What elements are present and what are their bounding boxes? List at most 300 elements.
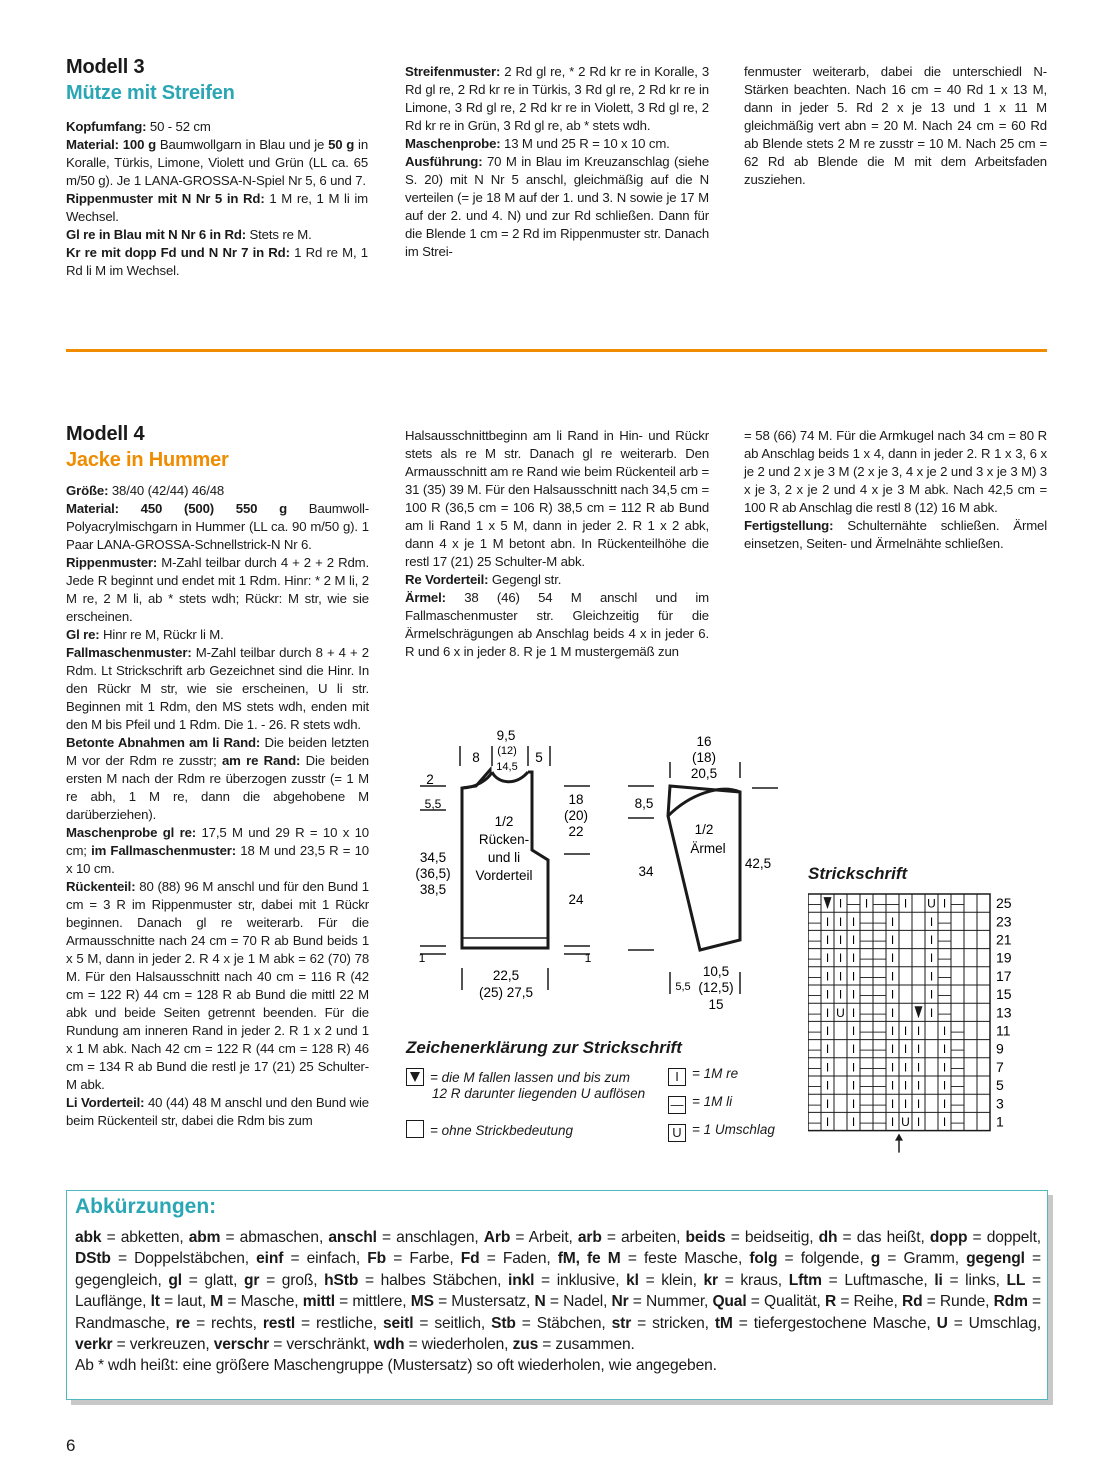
chart-cell: I	[890, 1042, 895, 1057]
abbreviation-term: Qual	[712, 1293, 747, 1311]
abbreviation-meaning: = gegengleich,	[75, 1250, 1041, 1289]
chart-cell: —	[860, 1115, 873, 1129]
legend-text: = 1 Umschlag	[692, 1122, 775, 1137]
dim-top-mid-b: 14,5	[496, 761, 518, 773]
sleeve-dim-left-cap: 8,5	[634, 796, 654, 811]
m4c1-term: Rippenmuster:	[66, 555, 158, 570]
chart-cell: —	[808, 987, 821, 1002]
abbreviation-meaning: = rechts,	[190, 1314, 263, 1332]
abbreviation-meaning: = Masche,	[223, 1293, 303, 1311]
m4c1-text: 40 (44) 48 M anschl und den Bund wie beim Rückenteil str, dabei die Rdm bis zum	[66, 1095, 369, 1128]
model4-column-2	[405, 427, 709, 661]
m4c1-paragraph	[66, 482, 369, 500]
chart-cell: —	[808, 1096, 821, 1111]
schematic-diagrams	[400, 722, 800, 1022]
chart-cell: I	[903, 896, 908, 911]
chart-cell: I	[825, 987, 830, 1002]
chart-cell: —	[860, 1005, 873, 1020]
chart-cell: —	[938, 987, 951, 1002]
legend-item	[668, 1066, 738, 1086]
chart-row-label: 5	[996, 1077, 1004, 1094]
abbreviation-meaning: = Luftmasche,	[821, 1271, 935, 1289]
body-schematic	[415, 728, 591, 1000]
m3c2-text: 70 M in Blau im Kreuzanschlag (siehe S. 20) mit N Nr 5 anschl, gleichmäßig auf die N verteilen (= je 18 M auf der 1. und 3. N sowie je 17 M auf der 2. und 4. N) und zur Rd schließen. Dann für die Blende 1 cm = 2 Rd im Rippenmuster str. Danach im Strei-	[405, 154, 709, 259]
abbreviation-meaning: = links,	[942, 1271, 1007, 1289]
dim-left-height-a: 34,5	[419, 850, 447, 865]
chart-row-label: 21	[996, 931, 1012, 948]
m4c2-term: Re Vorderteil:	[405, 572, 489, 587]
chart-row-label: 25	[996, 895, 1012, 912]
chart-cell: —	[873, 987, 886, 1002]
chart-cell: I	[838, 933, 843, 947]
m3c1-paragraph	[66, 136, 368, 190]
m4c1-term: Betonte Abnahmen am li Rand:	[66, 735, 261, 750]
chart-cell: I	[929, 951, 934, 966]
m4c3-text: Schulternähte schließen. Ärmel einsetzen, Seiten- und Ärmelnähte schließen.	[744, 518, 1047, 551]
m4c1-term: Größe:	[66, 483, 109, 498]
chart-cell: I	[929, 1005, 934, 1020]
abbreviation-meaning: = das heißt,	[837, 1229, 930, 1246]
abbreviation-term: hStb	[324, 1271, 359, 1289]
body-label-4: Vorderteil	[475, 868, 533, 883]
chart-cell: I	[890, 933, 895, 947]
legend-text-line2: 12 R darunter liegenden U auflösen	[432, 1086, 646, 1101]
chart-cell: I	[916, 1024, 921, 1038]
chart-cell: I	[916, 1096, 921, 1111]
abbreviation-term: Fb	[367, 1250, 387, 1268]
m4c2-text: 38 (46) 54 M anschl und im Fallmaschenmuster str. Gleichzeitig für die Ärmelschrägungen ab Anschlag beids 4 x in jeder 6. R und 6 x in jeder 8. R je 1 M mustergemäß zun	[405, 590, 709, 659]
abbreviation-term: restl	[262, 1314, 296, 1332]
chart-cell: —	[873, 914, 886, 929]
m3c1-term: Gl re in Blau mit N Nr 6 in Rd:	[66, 227, 246, 242]
m4c1-term: Fallmaschenmuster:	[66, 645, 192, 660]
chart-cell: I	[851, 1042, 856, 1057]
chart-cell: I	[903, 1096, 908, 1111]
body-label-2: Rücken-	[478, 832, 530, 847]
chart-cell: I	[903, 1024, 908, 1038]
abbreviation-meaning: = tiefergestochene Masche,	[732, 1314, 937, 1332]
legend-text: = die M fallen lassen und bis zum	[430, 1070, 630, 1085]
m4c1-text: 38/40 (42/44) 46/48	[108, 483, 225, 498]
chart-cell: —	[873, 1115, 886, 1129]
chart-cell: —	[873, 969, 886, 984]
m4c1-text: 18 M und 23,5 R = 10 x 10 cm.	[66, 843, 369, 876]
abbreviation-term: mittl	[302, 1293, 335, 1311]
sleeve-dim-right-len: 42,5	[744, 856, 772, 871]
abbreviation-term: Nr	[611, 1293, 629, 1311]
abbreviation-term: Lftm	[788, 1271, 822, 1289]
chart-cell: I	[851, 1024, 856, 1038]
abbreviation-meaning: = folgende,	[777, 1250, 871, 1268]
abbreviation-term: gr	[244, 1271, 260, 1289]
chart-cell: I	[825, 933, 830, 947]
abbreviation-meaning: = anschlagen,	[376, 1229, 484, 1246]
m4c1-text: Baumwoll-Polyacrylmischgarn in Hummer (LL ca. 90 m/50 g). 1 Paar LANA-GROSSA-Schnellstrick-N Nr 6.	[66, 501, 369, 552]
chart-cell: I	[825, 1060, 830, 1075]
chart-row-label: 7	[996, 1058, 1004, 1075]
chart-cell: I	[929, 933, 934, 947]
chart-cell: —	[951, 1024, 964, 1038]
chart-cell: I	[916, 1078, 921, 1093]
chart-cell: —	[860, 933, 873, 947]
abbreviation-meaning: = verkreuzen,	[112, 1336, 214, 1354]
chart-row-label: 13	[996, 1004, 1012, 1021]
chart-cell: —	[860, 1078, 873, 1093]
chart-cell: —	[938, 914, 951, 929]
abbreviation-term: MS	[410, 1293, 434, 1311]
chart-cell: —	[808, 914, 821, 929]
abbreviation-meaning: = abmaschen,	[220, 1229, 329, 1246]
chart-cell: —	[951, 1060, 964, 1075]
abbreviation-term: Fd	[460, 1250, 480, 1268]
abbreviation-meaning: = klein,	[638, 1271, 704, 1289]
chart-cell: I	[851, 969, 856, 984]
chart-cell: I	[825, 1005, 830, 1020]
m4c2-paragraph	[405, 427, 709, 571]
knitting-chart	[808, 892, 1026, 1162]
abbreviation-term: wdh	[373, 1336, 405, 1354]
chart-cell-drop-icon	[824, 897, 832, 909]
chart-cell: I	[825, 1115, 830, 1129]
chart-cell: I	[890, 914, 895, 929]
chart-cell: I	[838, 914, 843, 929]
m4c1-text: Die beiden letzten M vor der Rdm re zusstr;	[66, 735, 369, 768]
sleeve-dim-top-b: (18)	[691, 750, 717, 765]
body-label-3: und li	[487, 850, 521, 865]
section-divider	[66, 349, 1047, 352]
chart-cell: I	[838, 969, 843, 984]
abbreviation-meaning: = Arbeit,	[510, 1229, 578, 1246]
abbreviation-meaning: = Nummer,	[628, 1293, 713, 1311]
m4c1-paragraph	[66, 878, 369, 1094]
page-number: 6	[66, 1436, 76, 1455]
chart-cell: I	[825, 969, 830, 984]
chart-cell: —	[860, 969, 873, 984]
abbreviation-meaning: = einfach,	[283, 1250, 368, 1268]
m4c1-paragraph	[66, 500, 369, 554]
model3-column-2	[405, 63, 709, 261]
chart-row-label: 17	[996, 967, 1012, 984]
dim-top-mid-a: (12)	[497, 745, 517, 757]
sleeve-dim-top-a: 16	[696, 734, 712, 749]
m4c1-paragraph	[66, 644, 369, 734]
dim-bottom-width-a: 22,5	[492, 968, 520, 983]
legend-item	[406, 1120, 573, 1138]
abbreviation-term: N	[534, 1293, 546, 1311]
dim-bottom-right: 1	[584, 951, 592, 965]
legend-symbol-icon	[406, 1120, 424, 1138]
chart-cell: —	[873, 896, 886, 911]
abbreviation-meaning: = abketten,	[101, 1229, 189, 1246]
legend-item	[668, 1122, 775, 1142]
m4c1-paragraph	[66, 626, 369, 644]
abbreviation-meaning: = inklusive,	[534, 1271, 627, 1289]
m3c1-term: Material: 100 g	[66, 137, 157, 152]
chart-cell: I	[942, 1078, 947, 1093]
legend-symbol-icon: U	[668, 1124, 686, 1142]
chart-cell: I	[942, 1060, 947, 1075]
dim-bottom-left: 1	[418, 951, 426, 965]
sleeve-dim-top-c: 20,5	[690, 766, 718, 781]
chart-cell: I	[851, 1096, 856, 1111]
abbreviation-term: Rdm	[993, 1293, 1028, 1311]
m4c1-text: 80 (88) 96 M anschl und für den Bund 1 cm = 3 R im Rippenmuster str, dabei mit 1 Rückr beginnen. Danach gl re weiterarb. Für die Armausschnitte nach 24 cm = 70 R ab Bund beids 1 x 5 M, dann in jeder 2. R 4 x je 1 M abk = 62 (70) 78 M. Für den Halsausschnitt nach 40 cm = 116 R (42 cm = 122 R) 44 cm = 128 R ab Bund die mittl 22 M abk und beide Seiten getrennt beenden. Für die Rundung am inneren Rand in jeder 2. R 1 x 2 und 1 x 1 M abk. Nach 42 cm = 122 R (44 cm = 128 R) 46 cm = 134 R ab Bund die restl je 17 (21) 25 Schulter-M abk.	[66, 879, 369, 1092]
chart-cell-drop-icon	[915, 1006, 923, 1018]
chart-cell: —	[938, 951, 951, 966]
chart-cell: —	[808, 951, 821, 966]
abbreviation-meaning: = beidseitig,	[725, 1229, 819, 1246]
m3c2-text: 2 Rd gl re, * 2 Rd kr re in Koralle, 3 Rd gl re, 2 Rd kr re in Türkis, 3 Rd gl re, 2 Rd kr re in Limone, 3 Rd gl re, 2 Rd kr re in Violett, 3 Rd gl re, 2 Rd kr re in Grün, 3 Rd gl re, ab * stets wdh.	[405, 64, 709, 133]
legend-text: = ohne Strickbedeutung	[430, 1123, 573, 1138]
chart-cell: —	[860, 914, 873, 929]
chart-cell: U	[836, 1005, 845, 1020]
m4c1-text: Die beiden ersten M nach der Rdm re überzogen zusstr (= 1 M re abh, 1 M re, dann die abgehobene M darüberziehen).	[66, 753, 369, 822]
chart-cell: —	[873, 1005, 886, 1020]
abbreviation-meaning: = Umschlag,	[947, 1314, 1041, 1332]
m3c1-paragraph	[66, 118, 368, 136]
legend-symbol-icon: I	[668, 1068, 686, 1086]
abbreviation-meaning: = wiederholen,	[404, 1336, 513, 1354]
m3c1-text: 1 Rd re M, 1 Rd li M im Wechsel.	[66, 245, 368, 278]
abbreviation-term: g	[870, 1250, 881, 1268]
abbreviation-meaning: = Runde,	[922, 1293, 994, 1311]
abbreviation-term: U	[936, 1314, 948, 1332]
m4c1-term: Rückenteil:	[66, 879, 136, 894]
abbreviation-term: dh	[818, 1229, 838, 1246]
chart-cell: —	[808, 1115, 821, 1129]
m3c2-term: Maschenprobe:	[405, 136, 501, 151]
abbreviation-term: lt	[150, 1293, 160, 1311]
chart-cell: —	[808, 1042, 821, 1057]
m4c1-paragraph	[66, 1094, 369, 1130]
m4c1-text: 17,5 M und 29 R = 10 x 10 cm;	[66, 825, 369, 858]
abbreviation-meaning: = groß,	[259, 1271, 325, 1289]
dim-right-lower: 24	[568, 892, 584, 907]
chart-cell: I	[890, 1078, 895, 1093]
abbreviation-meaning: = stricken,	[631, 1314, 715, 1332]
chart-cell: I	[903, 1060, 908, 1075]
abbreviation-term: verschr	[213, 1336, 270, 1354]
m3c1-text: in Koralle, Türkis, Limone, Violett und Grün (LL ca. 65 m/50 g). Je 1 LANA-GROSSA-N-Spiel Nr 5, 6 und 7.	[66, 137, 369, 188]
m3c3-text: fenmuster weiterarb, dabei die unterschiedl N-Stärken beachten. Nach 16 cm = 40 Rd 1 x 13 M, dann in jeder 5. Rd 2 x je 13 und 1 x 11 M gleichmäßig vert abn = 20 M. Nach 24 cm = 60 Rd ab Blende stets 2 M re zusstr = 10 M. Nach 25 cm = 62 Rd ab Blende die M mit dem Arbeitsfaden zusziehen.	[744, 64, 1047, 187]
abbreviation-term: Rd	[901, 1293, 923, 1311]
chart-row-label: 1	[996, 1113, 1004, 1130]
chart-cell: I	[825, 951, 830, 966]
m3c1-term: Kr re mit dopp Fd und N Nr 7 in Rd:	[66, 245, 290, 260]
chart-cell: —	[951, 1096, 964, 1111]
chart-cell: I	[838, 896, 843, 911]
abbreviation-term: M	[210, 1293, 224, 1311]
abbreviation-term: arb	[577, 1229, 602, 1246]
dim-bottom-width-b: (25) 27,5	[478, 985, 534, 1000]
abbreviation-meaning: = mittlere,	[334, 1293, 411, 1311]
abbreviation-meaning: = Reihe,	[836, 1293, 902, 1311]
m3c1-paragraph	[66, 190, 368, 226]
chart-cell: —	[938, 1005, 951, 1020]
chart-cell: I	[942, 1024, 947, 1038]
chart-cell: I	[942, 896, 947, 911]
abbreviations-list	[75, 1227, 1041, 1355]
chart-cell: I	[942, 1115, 947, 1129]
legend-item	[406, 1068, 645, 1101]
body-label-1: 1/2	[494, 814, 514, 829]
chart-row-label: 23	[996, 913, 1012, 930]
chart-cell: I	[916, 1042, 921, 1057]
m3c2-text: 13 M und 25 R = 10 x 10 cm.	[500, 136, 670, 151]
dim-right-arm-b: (20)	[563, 808, 589, 823]
abbreviation-term: LL	[1006, 1271, 1026, 1289]
chart-cell: —	[860, 951, 873, 966]
abbreviation-term: tM	[714, 1314, 733, 1332]
dim-top-right: 5	[535, 750, 543, 765]
dim-top-total: 9,5	[496, 728, 516, 743]
chart-cell: I	[851, 1078, 856, 1093]
legend-symbol-icon: —	[668, 1096, 686, 1114]
abbreviation-meaning: = Farbe,	[386, 1250, 461, 1268]
chart-title: Strickschrift	[808, 864, 908, 883]
m4c2-paragraph	[405, 589, 709, 661]
m4c3-paragraph	[744, 517, 1047, 553]
abbreviation-meaning: = zusammen.	[538, 1336, 635, 1354]
chart-cell: I	[890, 1060, 895, 1075]
m4c2-paragraph	[405, 571, 709, 589]
chart-cell: I	[851, 951, 856, 966]
chart-cell: —	[873, 1024, 886, 1038]
chart-cell: I	[838, 987, 843, 1002]
abbreviation-meaning: = kraus,	[717, 1271, 789, 1289]
chart-cell: —	[886, 896, 899, 911]
abbreviations-box	[66, 1190, 1048, 1400]
abbreviation-meaning: = arbeiten,	[601, 1229, 686, 1246]
chart-cell: I	[929, 987, 934, 1002]
chart-row-label: 15	[996, 986, 1012, 1003]
chart-repeat-arrow-icon	[895, 1134, 903, 1141]
m3c1-paragraph	[66, 244, 368, 280]
chart-cell: I	[929, 914, 934, 929]
m4c1-paragraph	[66, 824, 369, 878]
m4c1-term: im Fallmaschenmuster:	[91, 843, 236, 858]
abbreviation-meaning: = Gramm,	[880, 1250, 967, 1268]
abbreviation-term: kr	[703, 1271, 718, 1289]
m3c1-text: Baumwollgarn in Blau und je	[156, 137, 329, 152]
m4c2-term: Ärmel:	[405, 590, 446, 605]
chart-cell: —	[873, 951, 886, 966]
chart-cell: —	[873, 1042, 886, 1057]
chart-cell: I	[916, 1060, 921, 1075]
abbreviation-term: dopp	[929, 1229, 968, 1246]
chart-cell: I	[825, 1024, 830, 1038]
abbreviation-term: zus	[512, 1336, 539, 1354]
abbreviation-meaning: = doppelt,	[967, 1229, 1041, 1246]
chart-row-label: 9	[996, 1040, 1004, 1057]
dim-left-top: 2	[426, 772, 434, 787]
model3-column-1	[66, 118, 368, 280]
abbreviation-term: seitl	[382, 1314, 414, 1332]
abbreviation-meaning: = glatt,	[181, 1271, 245, 1289]
chart-cell: I	[825, 1042, 830, 1057]
chart-cell: —	[938, 933, 951, 947]
abbreviation-meaning: = halbes Stäbchen,	[358, 1271, 509, 1289]
abbreviation-term: Stb	[491, 1314, 516, 1332]
chart-cell: I	[825, 1096, 830, 1111]
chart-cell: I	[851, 1005, 856, 1020]
chart-cell: I	[890, 951, 895, 966]
chart-cell: —	[860, 1060, 873, 1075]
model4-column-1	[66, 482, 369, 1130]
m3c1-text: 1 M re, 1 M li im Wechsel.	[66, 191, 368, 224]
abbreviation-term: li	[934, 1271, 943, 1289]
abbreviation-term: gl	[168, 1271, 182, 1289]
chart-cell: —	[873, 1078, 886, 1093]
chart-cell: I	[942, 1042, 947, 1057]
legend-item	[668, 1094, 732, 1114]
abbreviation-meaning: = restliche,	[295, 1314, 383, 1332]
sleeve-dim-bottom-side: 5,5	[675, 981, 691, 993]
abbreviation-meaning: = Lauflänge,	[75, 1271, 1041, 1311]
model3-column-3	[744, 63, 1047, 189]
m4c1-term: Li Vorderteil:	[66, 1095, 145, 1110]
m4c3-paragraph	[744, 427, 1047, 517]
sleeve-label-2: Ärmel	[690, 841, 726, 856]
abbreviation-meaning: = Stäbchen,	[515, 1314, 612, 1332]
model4-column-3	[744, 427, 1047, 553]
m4c2-text: Gegengl str.	[488, 572, 562, 587]
abbreviation-term: einf	[256, 1250, 284, 1268]
abbreviation-meaning: = Doppelstäbchen,	[110, 1250, 257, 1268]
m4c1-text: Hinr re M, Rückr li M.	[99, 627, 224, 642]
chart-cell: U	[901, 1115, 910, 1129]
chart-cell: —	[951, 896, 964, 911]
m4c1-term: Maschenprobe gl re:	[66, 825, 196, 840]
model3-title: Mütze mit Streifen	[66, 82, 235, 104]
chart-cell: —	[860, 987, 873, 1002]
m4c3-term: Fertigstellung:	[744, 518, 834, 533]
chart-cell: I	[890, 1005, 895, 1020]
m4c1-term: Gl re:	[66, 627, 100, 642]
m4c1-text: M-Zahl teilbar durch 4 + 2 + 2 Rdm. Jede R beginnt und endet mit 1 Rdm. Hinr: * 2 M li, 2 M re, 2 M li, ab * stets wdh; Rückr: M str, wie sie erscheinen.	[66, 555, 369, 624]
sleeve-dim-bottom-b: (12,5)	[698, 980, 734, 995]
sleeve-dim-bottom-c: 15	[708, 997, 724, 1012]
chart-cell: —	[808, 1060, 821, 1075]
m3c2-paragraph	[405, 135, 709, 153]
dim-left-height-b: (36,5)	[415, 866, 451, 881]
chart-cell: I	[864, 896, 869, 911]
abbreviation-term: R	[824, 1293, 837, 1311]
sleeve-dim-bottom-a: 10,5	[702, 964, 730, 979]
chart-row-label: 11	[996, 1022, 1011, 1039]
m4c1-paragraph	[66, 734, 369, 824]
chart-cell: I	[890, 1024, 895, 1038]
abbreviation-meaning: = Faden,	[479, 1250, 558, 1268]
chart-cell: —	[847, 896, 860, 911]
legend-text: = 1M li	[692, 1094, 733, 1109]
chart-cell: —	[860, 1096, 873, 1111]
chart-cell: U	[927, 896, 936, 911]
chart-cell: I	[929, 969, 934, 984]
abbreviation-term: anschl	[328, 1229, 377, 1246]
m3c2-paragraph	[405, 63, 709, 135]
model4-title: Jacke in Hummer	[66, 449, 229, 471]
abbreviation-meaning: = laut,	[159, 1293, 211, 1311]
chart-cell: I	[890, 1096, 895, 1111]
abbreviation-meaning: = Qualität,	[746, 1293, 825, 1311]
sleeve-schematic	[628, 734, 778, 1012]
dim-left-neck: 5,5	[424, 797, 442, 811]
chart-cell: —	[951, 1115, 964, 1129]
legend-text: = 1M re	[692, 1066, 739, 1081]
abbreviation-term: str	[611, 1314, 632, 1332]
chart-cell: —	[808, 1024, 821, 1038]
